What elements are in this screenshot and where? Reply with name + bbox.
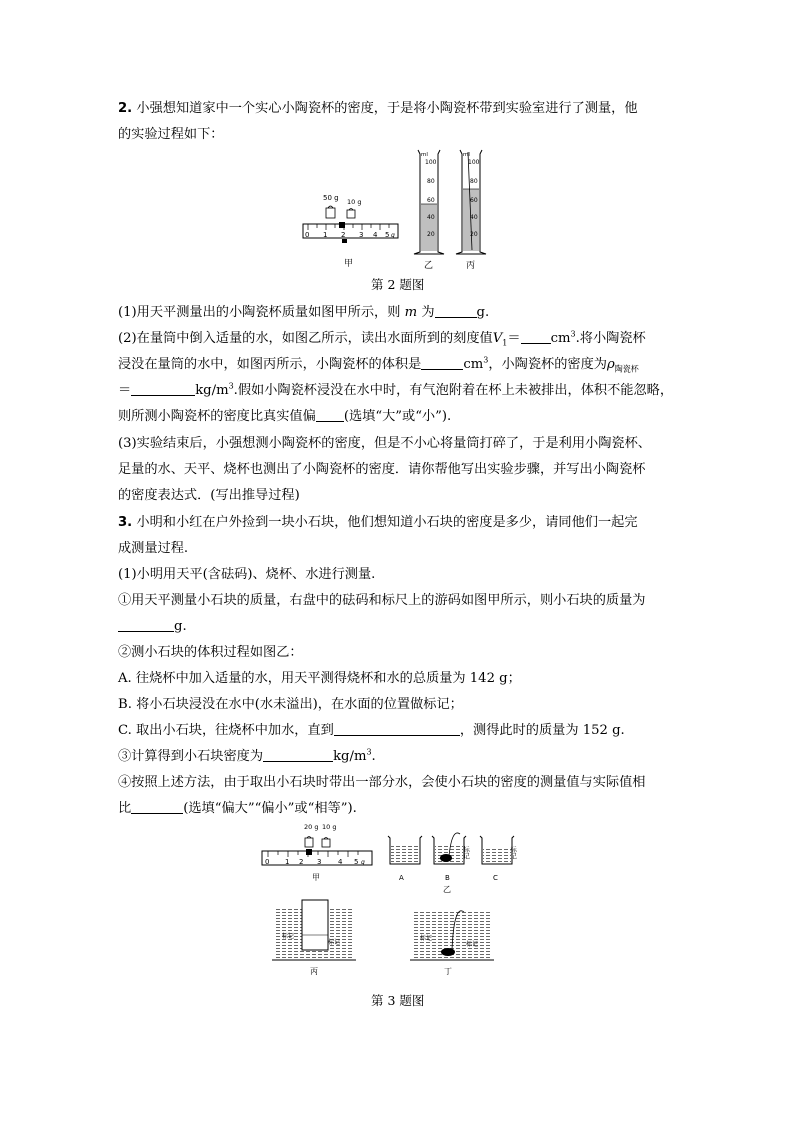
q2-part2-line1: (2)在量筒中倒入适量的水，如图乙所示，读出水面所到的刻度值$V_1= cm^3$.将小陶瓷杯 [118,329,646,348]
q3-setup-bing [272,900,356,976]
q2-tick-5: 5 [385,231,390,239]
q3-label-ding: 丁 [444,967,452,976]
q3-step-b: B. 将小石块浸没在水中(水未溢出)，在水面的位置做标记； [118,697,463,712]
q2-yi-unit: ml [421,152,428,158]
q2-part3-line2: 足量的水、天平、烧杯也测出了小陶瓷杯的密度．请你帮他写出实验步骤，并写出小陶瓷杯 [118,462,646,477]
q3-answer-blank-step-c[interactable] [334,721,460,736]
q2-yi-tick-60: 60 [427,197,435,204]
q2-slider-rider [339,222,345,228]
weight-icon [347,209,355,219]
q2-bing-tick-80: 80 [470,178,478,185]
q3-answer-blank-compare[interactable] [131,799,183,814]
q2-figure [290,142,510,272]
q2-yi-tick-100: 100 [425,159,437,166]
q3-tick-5: 5 [354,858,359,866]
q2-yi-tick-20: 20 [427,231,435,238]
q3-beaker-label-c: C [493,874,498,882]
q2-balance-scale [303,194,398,269]
q2-intro-line2: 的实验过程如下： [118,127,224,142]
q2-number: 2. [118,101,133,116]
q3-scale-unit: g [361,859,365,866]
q3-beaker-b-mark: 标记 [462,846,470,859]
q3-s1: (1)小明用天平(含砝码)、烧杯、水进行测量. [118,567,376,582]
q2-answer-blank-v1[interactable] [521,329,551,344]
q3-s1-1-end: g. [118,617,187,637]
q3-bing-mark-left: 标记 [282,933,295,940]
q2-part3-line1: (3)实验结束后，小强想测小陶瓷杯的密度，但是不小心将量筒打碎了，于是利用小陶瓷杯、 [118,436,651,451]
q3-slider-rider [306,849,312,855]
q2-tick-0: 0 [305,231,310,239]
q3-intro-line2: 成测量过程. [118,541,189,556]
q2-cylinder-bing [456,150,486,271]
q2-answer-blank-mass[interactable] [435,303,477,318]
q2-tick-1: 1 [323,231,328,239]
q2-bing-unit: ml [463,152,470,158]
q2-part3-line3: 的密度表达式．(写出推导过程) [118,488,300,503]
q2-tick-2: 2 [341,231,346,239]
q2-yi-tick-80: 80 [427,178,435,185]
q3-tick-1: 1 [285,858,290,866]
q3-label-jia: 甲 [312,873,320,882]
q2-tick-4: 4 [373,231,378,239]
q3-figure-caption: 第 3 题图 [371,993,425,1008]
q3-number: 3. [118,515,133,530]
q3-tick-2: 2 [299,858,304,866]
q2-scale-unit: g [391,232,395,239]
weight-icon [326,206,335,218]
q3-weight-20g: 20 g [304,823,319,831]
weight-icon [305,837,313,848]
q3-balance-scale [262,823,372,882]
q3-ding-mark-left: 标记 [420,935,433,942]
q2-label-jia: 甲 [344,259,354,269]
q3-beaker-c-mark: 标记 [509,846,517,859]
q2-weight-50g: 50 g [323,194,339,202]
q2-figure-caption: 第 2 题图 [371,277,425,292]
q2-part2-line4: 则所测小陶瓷杯的密度比真实值偏 (选填“大”或“小”). [118,409,452,424]
q3-s1-1: ①用天平测量小石块的质量，右盘中的砝码和标尺上的游码如图甲所示，则小石块的质量为 [118,593,646,608]
q3-tick-4: 4 [338,858,343,866]
q2-intro-text-1: 小强想知道家中一个实心小陶瓷杯的密度，于是将小陶瓷杯带到实验室进行了测量，他 [136,101,638,116]
stone-icon [441,948,455,956]
q3-s1-3: ③计算得到小石块密度为 $kg/m^3$. [118,747,376,764]
q2-yi-tick-40: 40 [427,214,435,221]
q2-cylinder-yi [414,150,444,271]
q2-part2-line3: ＝ $kg/m^3$.假如小陶瓷杯浸没在水中时，有气泡附着在杯上未被排出，体积不能忽略， [118,381,674,398]
q3-bing-mark-right: 标记 [328,939,341,946]
q3-s1-4-line2: 比 (选填“偏大”“偏小”或“相等”). [118,801,357,816]
q3-intro-line1: 3. 小明和小红在户外捡到一块小石块，他们想知道小石块的密度是多少，请同他们一起完 [118,515,638,530]
q3-beaker-c [480,836,517,882]
q2-tick-3: 3 [359,231,364,239]
q3-step-c: C. 取出小石块，往烧杯中加水，直到 ，测得此时的质量为 152 g. [118,723,625,738]
q3-beaker-label-b: B [445,874,450,882]
q3-s1-2: ②测小石块的体积过程如图乙： [118,645,303,660]
q2-bing-tick-40: 40 [470,214,478,221]
q2-weight-10g: 10 g [347,198,362,206]
q3-tick-3: 3 [317,858,322,866]
q2-answer-blank-volume[interactable] [421,355,463,370]
q3-label-bing: 丙 [310,967,318,976]
q3-figure [258,818,520,988]
q3-beaker-b [432,833,470,894]
q2-answer-blank-density[interactable] [131,381,195,396]
q3-beaker-label-a: A [399,874,404,882]
q2-part2-line2: 浸没在量筒的水中，如图丙所示，小陶瓷杯的体积是 $cm^3$，小陶瓷杯的密度为$\rho_{陶瓷杯}$ [118,355,639,374]
q3-tick-0: 0 [265,858,270,866]
q3-s1-4-line1: ④按照上述方法，由于取出小石块时带出一部分水，会使小石块的密度的测量值与实际值相 [118,775,646,790]
stone-icon [440,854,452,862]
q2-bing-tick-20: 20 [470,231,478,238]
q2-answer-blank-bias[interactable] [316,407,344,422]
q3-label-yi: 乙 [443,885,451,894]
q2-label-yi: 乙 [424,261,434,271]
q3-ding-mark-right: 标记 [466,941,479,948]
q2-intro-line1 [118,99,638,119]
weight-icon [322,838,330,848]
q3-beaker-a [388,836,422,882]
q3-weight-10g: 10 g [322,823,337,831]
q3-answer-blank-density[interactable] [263,747,333,762]
q3-setup-ding [410,910,494,976]
q2-label-bing: 丙 [466,261,476,271]
q2-part1: (1)用天平测量出的小陶瓷杯质量如图甲所示，则 m 为 g. [118,305,490,320]
q3-answer-blank-mass[interactable] [118,617,174,632]
q2-bing-tick-100: 100 [468,159,480,166]
q2-bing-tick-60: 60 [470,197,478,204]
q3-step-a: A. 往烧杯中加入适量的水，用天平测得烧杯和水的总质量为 142 g； [118,671,521,686]
